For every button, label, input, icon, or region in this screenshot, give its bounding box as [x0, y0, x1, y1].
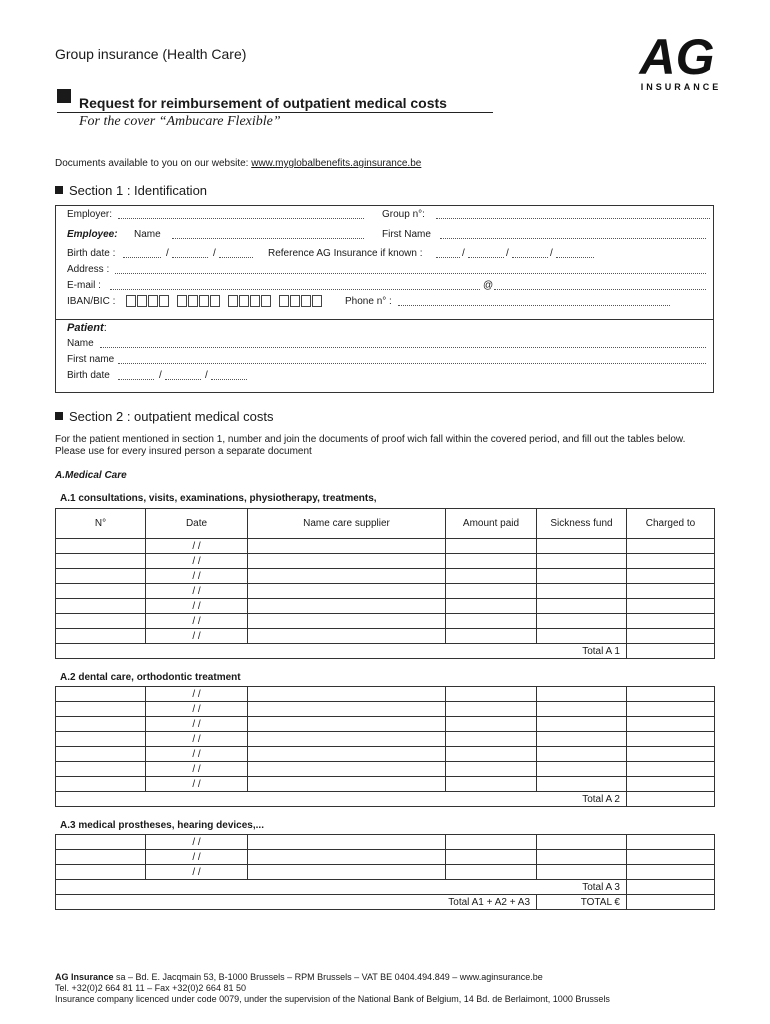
date-cell[interactable]: / /: [146, 850, 248, 865]
reference-field-2[interactable]: [468, 257, 504, 258]
date-cell[interactable]: / /: [146, 865, 248, 880]
title-bullet-icon: [57, 89, 71, 103]
a1-table: [55, 508, 715, 659]
section2-intro-line2: Please use for every insured person a separate document: [55, 446, 312, 457]
footer-line2: Tel. +32(0)2 664 81 11 – Fax +32(0)2 664 81 50: [55, 983, 246, 993]
table-row[interactable]: [56, 554, 715, 569]
col-header-sickness-fund: Sickness fund: [537, 509, 627, 539]
birth-slash-1: /: [166, 248, 169, 259]
document-title: Request for reimbursement of outpatient medical costs: [79, 95, 447, 111]
email-domain-field[interactable]: [494, 289, 706, 290]
section-bullet-icon: [55, 186, 63, 194]
section-bullet-icon: [55, 412, 63, 420]
patient-colon: :: [103, 322, 107, 334]
title-divider: [57, 112, 493, 113]
employer-label: Employer:: [67, 209, 113, 220]
a1-title: A.1 consultations, visits, examinations, physiotherapy, treatments,: [60, 493, 377, 504]
date-cell[interactable]: / /: [146, 687, 248, 702]
website-line: [55, 158, 421, 169]
birth-slash-2: /: [213, 248, 216, 259]
patient-birth-date-label: Birth date: [67, 370, 110, 381]
total-a3-label: Total A 3: [56, 880, 627, 895]
date-cell[interactable]: / /: [146, 629, 248, 644]
a3-title: A.3 medical prostheses, hearing devices,...: [60, 820, 264, 831]
section2-intro-line1: For the patient mentioned in section 1, number and join the documents of proof wich fall within the covered period, and fill out the tables below.: [55, 434, 686, 445]
col-header-date: Date: [146, 509, 248, 539]
date-cell[interactable]: / /: [146, 584, 248, 599]
patient-first-name-field[interactable]: [118, 363, 706, 364]
table-row[interactable]: [56, 777, 715, 792]
table-row[interactable]: [56, 687, 715, 702]
date-cell[interactable]: / /: [146, 569, 248, 584]
table-row[interactable]: [56, 762, 715, 777]
email-user-field[interactable]: [110, 289, 480, 290]
ag-logo-mark: [620, 28, 735, 94]
date-cell[interactable]: / /: [146, 762, 248, 777]
iban-group-2[interactable]: [177, 295, 221, 309]
birth-year-field[interactable]: [219, 257, 253, 258]
patient-name-field[interactable]: [100, 347, 706, 348]
table-row[interactable]: [56, 702, 715, 717]
birth-date-label: Birth date :: [67, 248, 116, 259]
a3-table: [55, 834, 715, 910]
date-cell[interactable]: / /: [146, 554, 248, 569]
table-row[interactable]: [56, 850, 715, 865]
employee-name-field[interactable]: [172, 238, 364, 239]
table-row[interactable]: [56, 732, 715, 747]
patient-birth-month-field[interactable]: [165, 379, 201, 380]
total-euro-value[interactable]: [627, 895, 715, 910]
table-row[interactable]: [56, 747, 715, 762]
total-row: [56, 792, 715, 807]
reference-slash-2: /: [506, 248, 509, 259]
date-cell[interactable]: / /: [146, 747, 248, 762]
section1-heading: [55, 183, 207, 198]
phone-label: Phone n° :: [345, 296, 392, 307]
grand-total-row: [56, 895, 715, 910]
date-cell[interactable]: / /: [146, 732, 248, 747]
group-number-label: Group n°:: [382, 209, 425, 220]
total-row: [56, 644, 715, 659]
reference-field-1[interactable]: [436, 257, 460, 258]
reference-slash-1: /: [462, 248, 465, 259]
patient-divider: [56, 319, 714, 320]
total-a3-value[interactable]: [627, 880, 715, 895]
date-cell[interactable]: / /: [146, 614, 248, 629]
footer-company-details: sa – Bd. E. Jacqmain 53, B-1000 Brussels – RPM Brussels – VAT BE 0404.494.849 – www.aginsurance.be: [113, 972, 543, 982]
employee-first-name-label: First Name: [382, 229, 431, 240]
logo-subtext: INSURANCE: [640, 82, 722, 92]
birth-day-field[interactable]: [123, 257, 161, 258]
medical-care-heading: A.Medical Care: [55, 470, 127, 481]
phone-field[interactable]: [398, 305, 670, 306]
footer-company: AG Insurance: [55, 972, 114, 982]
website-link[interactable]: www.myglobalbenefits.aginsurance.be: [251, 158, 422, 169]
section2-title: Section 2 : outpatient medical costs: [69, 409, 274, 424]
footer-line1: [55, 972, 610, 983]
employee-label: Employee:: [67, 229, 118, 240]
footer-line3: Insurance company licenced under code 0079, under the supervision of the National Bank of Belgium, 14 Bd. de Berlaimont, 1000 Brussels: [55, 994, 610, 1004]
total-euro-label: TOTAL €: [537, 895, 627, 910]
iban-group-3[interactable]: [228, 295, 272, 309]
table-row[interactable]: [56, 614, 715, 629]
iban-label: IBAN/BIC :: [67, 296, 116, 307]
total-a1-label: Total A 1: [56, 644, 627, 659]
address-field[interactable]: [115, 273, 706, 274]
date-cell[interactable]: / /: [146, 717, 248, 732]
col-header-charged-to: Charged to: [627, 509, 715, 539]
table-row[interactable]: [56, 717, 715, 732]
logo-text: AG: [639, 29, 715, 85]
patient-name-label: Name: [67, 338, 94, 349]
patient-first-name-label: First name: [67, 354, 115, 365]
footer: [55, 972, 610, 1005]
total-a2-label: Total A 2: [56, 792, 627, 807]
ag-insurance-logo: [620, 28, 735, 94]
iban-group-1[interactable]: [126, 295, 170, 309]
birth-month-field[interactable]: [172, 257, 208, 258]
col-header-number: N°: [56, 509, 146, 539]
col-header-amount-paid: Amount paid: [446, 509, 537, 539]
employee-name-label: Name: [134, 229, 161, 240]
email-label: E-mail :: [67, 280, 101, 291]
iban-group-4[interactable]: [279, 295, 323, 309]
document-subtitle: For the cover “Ambucare Flexible”: [79, 114, 281, 129]
email-at-sign: @: [483, 280, 494, 291]
address-label: Address :: [67, 264, 110, 275]
table-row[interactable]: [56, 539, 715, 554]
reference-slash-3: /: [550, 248, 553, 259]
reference-field-4[interactable]: [556, 257, 594, 258]
patient-label: Patient: [67, 322, 104, 334]
table-row[interactable]: [56, 599, 715, 614]
col-header-care-supplier: Name care supplier: [248, 509, 446, 539]
employer-field[interactable]: [118, 218, 364, 219]
a2-table: [55, 686, 715, 807]
table-row[interactable]: [56, 569, 715, 584]
patient-birth-year-field[interactable]: [211, 379, 247, 380]
document-category: Group insurance (Health Care): [55, 46, 247, 62]
patient-birth-slash-2: /: [205, 370, 208, 381]
total-sum-label: Total A1 + A2 + A3: [56, 895, 537, 910]
date-cell[interactable]: / /: [146, 777, 248, 792]
date-cell[interactable]: / /: [146, 599, 248, 614]
table-row[interactable]: [56, 865, 715, 880]
date-cell[interactable]: / /: [146, 835, 248, 850]
section2-intro: [55, 434, 715, 458]
website-prefix: Documents available to you on our website:: [55, 158, 252, 169]
a2-title: A.2 dental care, orthodontic treatment: [60, 672, 241, 683]
section2-heading: [55, 409, 274, 424]
total-a1-value[interactable]: [627, 644, 715, 659]
patient-birth-day-field[interactable]: [118, 379, 154, 380]
table-row[interactable]: [56, 584, 715, 599]
total-a2-value[interactable]: [627, 792, 715, 807]
patient-heading: [67, 322, 107, 334]
reference-field-3[interactable]: [512, 257, 548, 258]
date-cell[interactable]: / /: [146, 702, 248, 717]
total-row: [56, 880, 715, 895]
section1-title: Section 1 : Identification: [69, 183, 208, 198]
date-cell[interactable]: / /: [146, 539, 248, 554]
table-row[interactable]: [56, 629, 715, 644]
reference-label: Reference AG Insurance if known :: [268, 248, 423, 259]
group-number-field[interactable]: [436, 218, 710, 219]
employee-first-name-field[interactable]: [440, 238, 706, 239]
patient-birth-slash-1: /: [159, 370, 162, 381]
table-row[interactable]: [56, 835, 715, 850]
